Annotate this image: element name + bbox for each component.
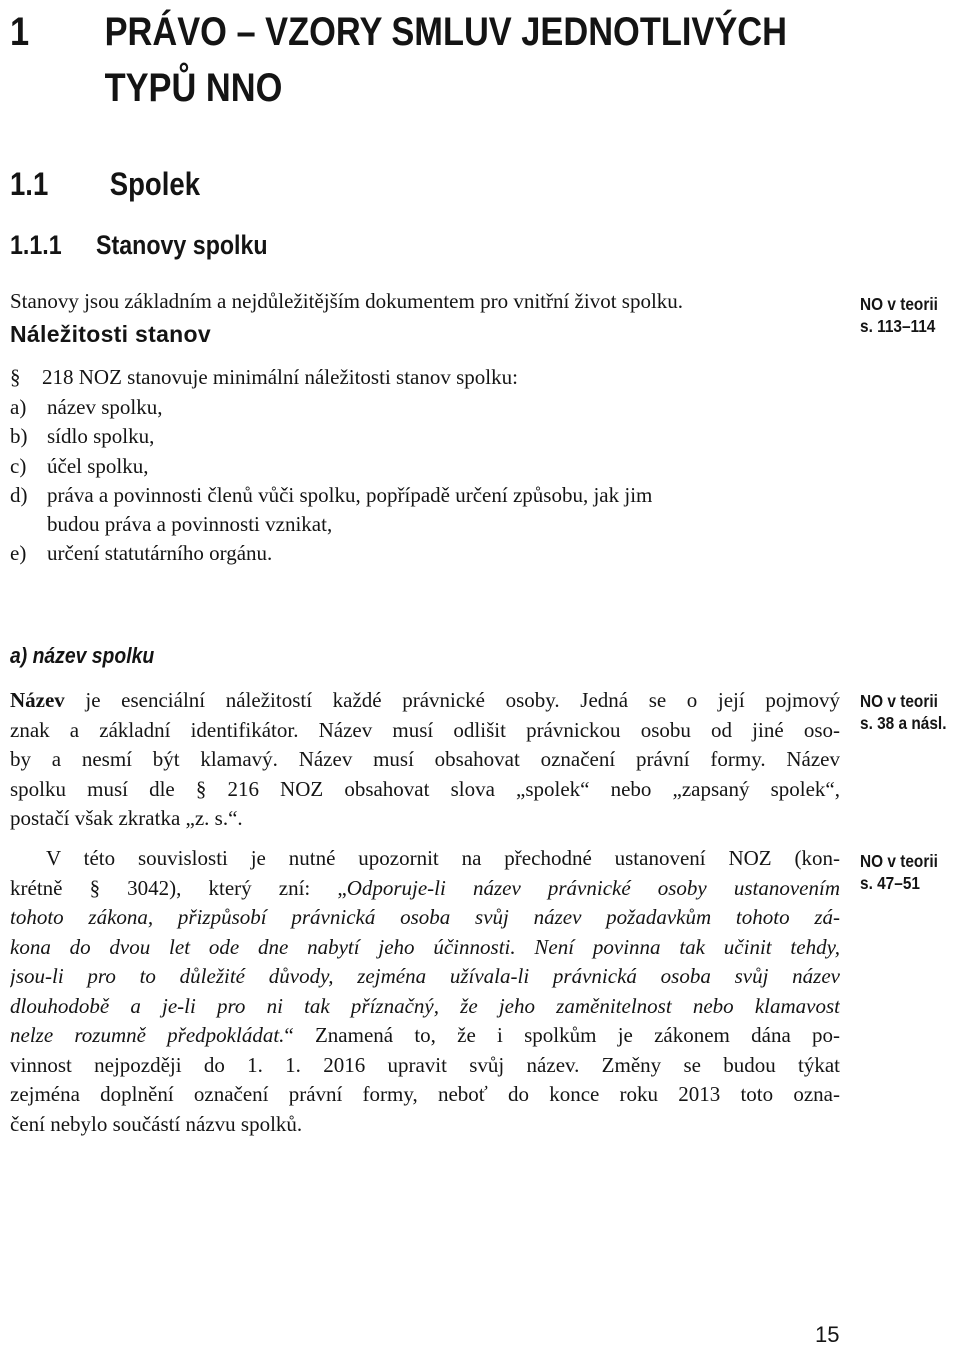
text-line: znak a základní identifikátor. Název musí odlišit právnickou osobu od jiné oso- [10,717,840,742]
requirements-lead [10,363,518,392]
chapter-heading [10,4,787,116]
text-line [10,686,840,716]
list-item-text: sídlo spolku, [47,424,155,449]
text-plain: krétně § 3042), který zní: „ [10,875,347,900]
paragraph-sign: § [10,365,21,389]
text-line: tohoto zákona, přizpůsobí právnická osoba svůj název požadavkům tohoto zá- [10,905,840,929]
list-item-label: d) [10,482,28,507]
text-line: čení nebylo součástí názvu spolků. [10,1111,303,1136]
section-number: 1.1 [10,166,49,202]
list-item-text: účel spolku, [47,453,149,478]
name-section-heading: a) název spolku [10,643,155,668]
text-line: by a nesmí být klamavý. Název musí obsahovat označení právní formy. Název [10,747,840,771]
chapter-title-line1: PRÁVO – VZORY SMLUV JEDNOTLIVÝCH [104,10,787,54]
margin-note-2-line1: NO v teorii [860,691,938,711]
list-item-text: práva a povinnosti členů vůči spolku, popřípadě určení způsobu, jak jim [47,482,653,507]
text-plain: “ Znamená to, že i spolkům je zákonem dána po- [284,1023,840,1047]
text-line: vinnost nejpozději do 1. 1. 2016 upravit svůj název. Změny se budou týkat [10,1052,840,1077]
text-line: spolku musí dle § 216 NOZ obsahovat slova „spolek“ nebo „zapsaný spolek“, [10,776,840,801]
intro-paragraph: Stanovy jsou základním a nejdůležitějším dokumentem pro vnitřní život spolku. [10,289,684,313]
name-paragraph-2 [10,844,840,1139]
section-title: Spolek [109,166,200,202]
margin-note-3 [860,850,938,894]
margin-note-3-line2: s. 47–51 [860,873,920,893]
list-item-label: c) [10,453,27,478]
list-item [10,452,652,481]
list-item-label: a) [10,395,27,419]
text-line [10,874,840,904]
requirements-lead-text: 218 NOZ stanovuje minimální náležitosti stanov spolku: [42,365,518,389]
section-heading [10,166,200,203]
margin-note-1-line1: NO v teorii [860,294,938,314]
margin-note-2 [860,690,946,734]
list-item [10,481,652,510]
text-quote: nelze rozumně předpokládat. [10,1023,285,1047]
margin-note-1 [860,293,938,337]
margin-note-2-line2: s. 38 a násl. [860,713,947,733]
text-line: V této souvislosti je nutné upozornit na přechodné ustanovení NOZ (kon- [46,846,840,870]
margin-note-1-line2: s. 113–114 [860,316,936,336]
text-line [10,1021,840,1051]
text-line: zejména doplnění označení právní formy, neboť do konce roku 2013 toto ozna- [10,1082,840,1106]
requirements-list [10,393,652,569]
list-item-label: e) [10,541,27,566]
chapter-title-line2: TYPŮ NNO [104,66,283,110]
chapter-number: 1 [10,10,30,54]
subsection-title: Stanovy spolku [96,230,268,260]
text-line: jsou-li pro to důležité důvody, zejména užívala-li právnická osoba svůj název [10,964,840,988]
margin-note-3-line1: NO v teorii [860,851,938,871]
list-item-label: b) [10,424,28,449]
term-bold: Název [10,688,65,712]
subsection-number: 1.1.1 [10,230,62,260]
text-quote: Odporuje-li název právnické osoby ustanovením [346,875,840,900]
subsection-heading [10,230,268,261]
list-item [10,393,652,422]
text-line: dlouhodobě a je-li pro ni tak příznačný, že jeho zaměnitelnost nebo klamavost [10,993,840,1018]
text-line: kona do dvou let ode dne nabytí jeho účinnosti. Není povinna tak učinit tehdy, [10,934,840,959]
list-item-text: určení statutárního orgánu. [47,541,273,566]
list-item [10,539,652,568]
list-item [10,422,652,451]
requirements-heading: Náležitosti stanov [10,321,211,347]
text-line: postačí však zkratka „z. s.“. [10,806,243,830]
list-item-continuation: budou práva a povinnosti vznikat, [47,512,333,537]
name-paragraph-1 [10,686,840,834]
list-item-text: název spolku, [47,395,163,419]
page-number: 15 [815,1322,840,1347]
text-line-rest: je esenciální náležitostí každé právnické osoby. Jedná se o její pojmový [64,688,840,712]
